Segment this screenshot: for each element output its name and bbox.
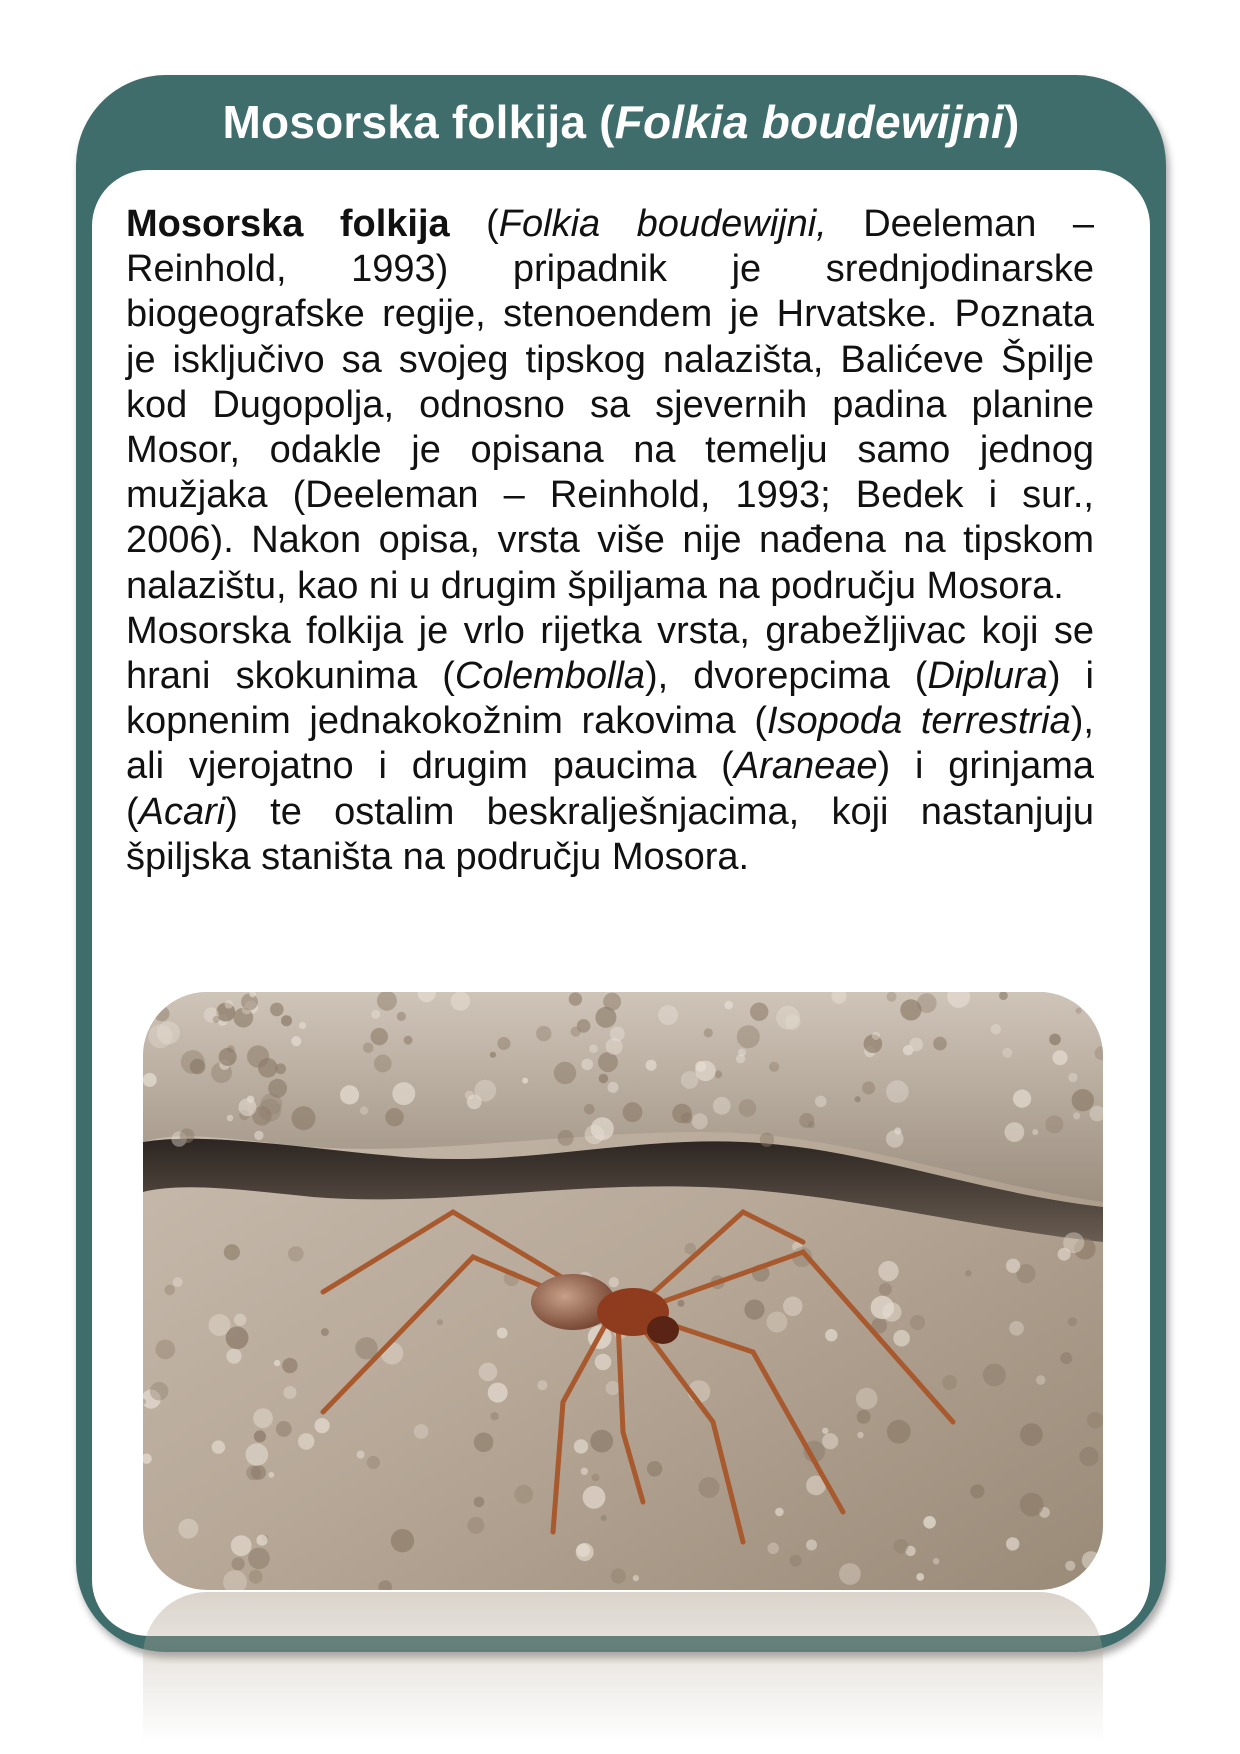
rock-bump [367, 1456, 380, 1469]
rock-bump [363, 1043, 374, 1054]
rock-bump [991, 1024, 1001, 1034]
rock-bump [704, 1028, 713, 1037]
rock-bump [887, 1420, 911, 1444]
rock-bump [1032, 1129, 1038, 1135]
rock-bump [232, 1557, 245, 1570]
rock-bump [465, 1091, 474, 1100]
rock-bump [340, 1085, 359, 1104]
rock-bump [623, 1102, 643, 1122]
rock-bump [554, 1062, 576, 1084]
rock-bump [298, 1433, 315, 1450]
rock-bump [601, 1515, 607, 1521]
rock-bump [871, 1296, 894, 1319]
rock-bump [592, 1474, 600, 1482]
rock-bump [451, 992, 470, 1011]
rock-bump [970, 1484, 984, 1498]
rock-bump [1079, 1447, 1098, 1466]
rock-bump [692, 1113, 708, 1129]
rock-bump [590, 1430, 613, 1453]
rock-bump [536, 1026, 551, 1041]
rock-bump [246, 1465, 261, 1480]
rock-bump [744, 1300, 764, 1320]
rock-bump [1020, 1493, 1044, 1517]
rock-bump [822, 1428, 828, 1434]
rock-bump [855, 1096, 861, 1102]
rock-bump [268, 1079, 287, 1098]
rock-bump [603, 993, 621, 1011]
rock-bump [268, 1472, 274, 1478]
rock-bump [241, 993, 258, 1010]
rock-bump [178, 1519, 198, 1539]
rock-bump [490, 1412, 498, 1420]
rock-bump [246, 1443, 269, 1466]
rock-bump [739, 1099, 757, 1117]
rock-bump [291, 1036, 301, 1046]
rock-bump [583, 1486, 606, 1509]
rock-bump [226, 1327, 249, 1350]
rock-bump [783, 1297, 803, 1317]
rock-bump [1068, 1317, 1077, 1326]
taxon-colembolla: Colembolla [454, 655, 646, 698]
rock-bump [213, 1016, 220, 1023]
rock-bump [1072, 1089, 1094, 1111]
rock-bump [437, 1319, 443, 1325]
paragraph-intro [126, 202, 1094, 609]
rock-bump [633, 1575, 639, 1581]
text-span: ) te ostalim beskralješnjacima, koji nastanjuju špiljska staništa na području Mosora. [126, 790, 1094, 878]
rock-bump [165, 1285, 176, 1296]
rock-bump [284, 1386, 297, 1399]
rock-bump [872, 1032, 880, 1040]
rock-bump [360, 1106, 368, 1114]
rock-bump [315, 1418, 330, 1433]
rock-bump [225, 1000, 234, 1009]
rock-bump [608, 1082, 619, 1093]
title-close: ) [1003, 96, 1020, 148]
rock-bump [736, 1054, 745, 1063]
rock-bump [467, 1517, 484, 1534]
text-span: ) i grinjama ( [126, 745, 1094, 833]
rock-bump [699, 1477, 720, 1498]
rock-bump [374, 1055, 392, 1073]
rock-bump [173, 1277, 183, 1287]
rock-bump [231, 1535, 252, 1556]
rock-bump [825, 1329, 837, 1341]
rock-bump [1045, 1115, 1063, 1133]
rock-bump [371, 1028, 388, 1045]
rock-bump [227, 1045, 235, 1053]
rock-bump [909, 1038, 923, 1052]
taxon-araneae: Araneae [733, 745, 878, 788]
rock-bump [247, 1096, 254, 1103]
rock-bump [1087, 1412, 1103, 1429]
rock-bump [276, 1421, 292, 1437]
rock-bump [392, 1082, 415, 1105]
rock-bump [1073, 1112, 1080, 1119]
rock-bump [1013, 1090, 1031, 1108]
rock-bump [371, 1010, 380, 1019]
rock-bump [227, 1115, 234, 1122]
rock-bump [404, 1036, 413, 1045]
rock-bump [1049, 1034, 1061, 1046]
rock-bump [1009, 1321, 1024, 1336]
rock-bump [1006, 1537, 1019, 1550]
rock-bump [591, 1117, 614, 1140]
rock-bump [879, 1283, 892, 1296]
rock-bump [581, 1468, 588, 1475]
rock-bump [856, 1388, 878, 1410]
rock-bump [190, 1059, 206, 1075]
rock-bump [1065, 1561, 1075, 1571]
rock-bump [254, 1131, 263, 1140]
rock-bump [886, 1080, 909, 1103]
rock-bump [497, 1328, 508, 1339]
rock-bump [646, 1060, 657, 1071]
rock-bump [299, 1022, 306, 1029]
rock-bump [916, 1573, 924, 1581]
rock-bump [769, 1062, 779, 1072]
title-common: Mosorska folkija ( [222, 96, 615, 148]
rock-bump [577, 1019, 591, 1033]
rock-bump [224, 1244, 240, 1260]
rock-bump [282, 1358, 297, 1373]
rock-bump [256, 1535, 267, 1546]
rock-bump [606, 1381, 620, 1395]
rock-bump [226, 1349, 241, 1364]
rock-bump [1005, 1122, 1025, 1142]
rock-bump [270, 1003, 284, 1017]
paragraph-diet [126, 609, 1094, 880]
rock-bump [1063, 1232, 1084, 1253]
rock-bump [1060, 1352, 1072, 1364]
rock-bump [878, 1261, 898, 1281]
rock-bump [589, 1044, 598, 1053]
rock-bump [479, 1363, 498, 1382]
rock-bump [606, 1038, 623, 1055]
rock-bump [695, 1061, 716, 1082]
rock-bump [247, 1045, 269, 1067]
page-title [76, 75, 1166, 169]
rock-bump [1068, 1073, 1077, 1082]
rock-bump [894, 1127, 901, 1134]
rock-bump [275, 1063, 286, 1074]
rock-bump [155, 1340, 175, 1360]
rock-bump [658, 1005, 678, 1025]
text-span: ), ali vjerojatno i drugim paucima ( [126, 700, 1094, 788]
taxon-isopoda: Isopoda terrestria [766, 700, 1071, 743]
rock-bump [815, 1096, 827, 1108]
rock-bump [595, 1354, 612, 1371]
rock-bump [474, 1080, 496, 1102]
common-name: Mosorska folkija [126, 203, 450, 245]
rock-bump [281, 1015, 292, 1026]
rock-bump [775, 1508, 784, 1517]
rock-bump [143, 1073, 157, 1087]
text-span: Mosorska folkija je vrlo rijetka vrsta, grabežljivac koji se hrani skokunima ( [126, 609, 1094, 698]
rock-bump [414, 1424, 429, 1439]
rock-bump [806, 1540, 817, 1551]
rock-bump [910, 1315, 925, 1330]
text-span: ) i kopnenim jednakokožnim rakovima ( [126, 655, 1094, 743]
rock-bump [558, 1130, 574, 1146]
rock-bump [292, 1106, 316, 1130]
rock-bump [965, 1270, 971, 1276]
rock-bump [248, 1548, 270, 1570]
rock-bump [647, 1461, 662, 1476]
photo-reflection [143, 1592, 1103, 1742]
spider-photo [143, 992, 1103, 1590]
rock-bump [397, 1012, 406, 1021]
rock-bump [609, 1277, 619, 1287]
rock-bump [288, 1246, 304, 1262]
rock-bump [808, 1122, 815, 1129]
rock-bump [862, 1081, 875, 1094]
rock-bump [474, 1497, 485, 1508]
rock-bump [584, 1104, 595, 1115]
rock-bump [1076, 1008, 1082, 1014]
rock-bump [598, 1052, 618, 1072]
title-latin: Folkia boudewijni [614, 96, 1004, 148]
rock-bump [321, 1328, 329, 1336]
rock-bump [254, 1430, 266, 1442]
spider-chelicerae [647, 1316, 679, 1344]
rock-bump [942, 1375, 957, 1390]
rock-bump [983, 1364, 1006, 1387]
rock-bump [249, 1570, 263, 1584]
rock-bump [917, 993, 937, 1013]
rock-bump [180, 1128, 195, 1143]
rock-bump [725, 1001, 734, 1010]
rock-bump [893, 1330, 910, 1347]
rock-bump [760, 1133, 774, 1147]
rock-bump [274, 1360, 280, 1366]
rock-bump [785, 1014, 800, 1029]
rock-bump [357, 1451, 365, 1459]
rock-bump [894, 1539, 909, 1554]
rock-bump [933, 1037, 947, 1051]
rock-bump [488, 1383, 508, 1403]
rock-bump [766, 1312, 787, 1333]
rock-bump [750, 1003, 768, 1021]
rock-bump [1002, 1048, 1012, 1058]
rock-bump [790, 1555, 802, 1567]
text-span: ( [449, 203, 499, 245]
reflection-fill [143, 1592, 1103, 1742]
taxon-acari: Acari [138, 790, 226, 833]
rock-bump [581, 1059, 593, 1071]
rock-bump [1006, 1259, 1020, 1273]
rock-bump [497, 1037, 510, 1050]
rock-bump [1053, 1050, 1068, 1065]
taxon-diplura: Diplura [927, 655, 1048, 698]
rock-bump [537, 1380, 547, 1390]
rock-bump [391, 1529, 414, 1552]
rock-bump [522, 1078, 528, 1084]
rock-bump [157, 1021, 180, 1044]
rock-bump [933, 1558, 940, 1565]
rock-bump [923, 1516, 936, 1529]
rock-bump [385, 1108, 403, 1126]
rock-bump [474, 1433, 494, 1453]
text-span: Deeleman – Reinhold, 1993) pripadnik je srednjodinarske biogeografske regije, stenoendem je Hrvatske. Poznata je isključivo sa svojeg tipskog nalazišta, Balićeve Špilje kod Dugopolja, odnosno sa sjevernih padina planine Mosor, odakle je opisana na temelju samo jednog mužjaka (Deeleman – Reinhold, 1993; Bedek i sur., 2006). Nakon opisa, vrsta više nije nađena na tipskom nalazištu, kao ni u drugim špiljama na području Mosora. [126, 203, 1094, 607]
rock-bump [857, 1410, 871, 1424]
rock-bump [514, 1485, 533, 1504]
text-span: ), dvorepcima ( [645, 655, 928, 698]
rock-bump [887, 992, 897, 1002]
rock-bump [1036, 1375, 1045, 1384]
rock-bump [574, 1439, 588, 1453]
rock-bump [576, 1543, 594, 1561]
rock-bump [678, 1300, 685, 1307]
description-text [126, 202, 1094, 880]
latin-name: Folkia boudewijni, [498, 203, 827, 245]
rock-bump [253, 1408, 273, 1428]
rock-bump [212, 1440, 225, 1453]
rock-bump [569, 992, 582, 1005]
rock-bump [822, 1433, 838, 1449]
rock-bump [234, 1314, 246, 1326]
rock-bump [839, 1563, 861, 1585]
rock-bump [681, 1112, 692, 1123]
rock-bump [857, 1432, 863, 1438]
rock-bump [490, 1052, 496, 1058]
rock-bump [1020, 1423, 1043, 1446]
rock-bump [150, 1382, 169, 1401]
rock-bump [713, 1097, 731, 1115]
rock-bump [611, 1568, 626, 1583]
rock-bump [767, 1543, 779, 1555]
rock-bump [737, 1025, 760, 1048]
rock-bump [258, 1099, 281, 1122]
rock-bump [599, 1074, 608, 1083]
